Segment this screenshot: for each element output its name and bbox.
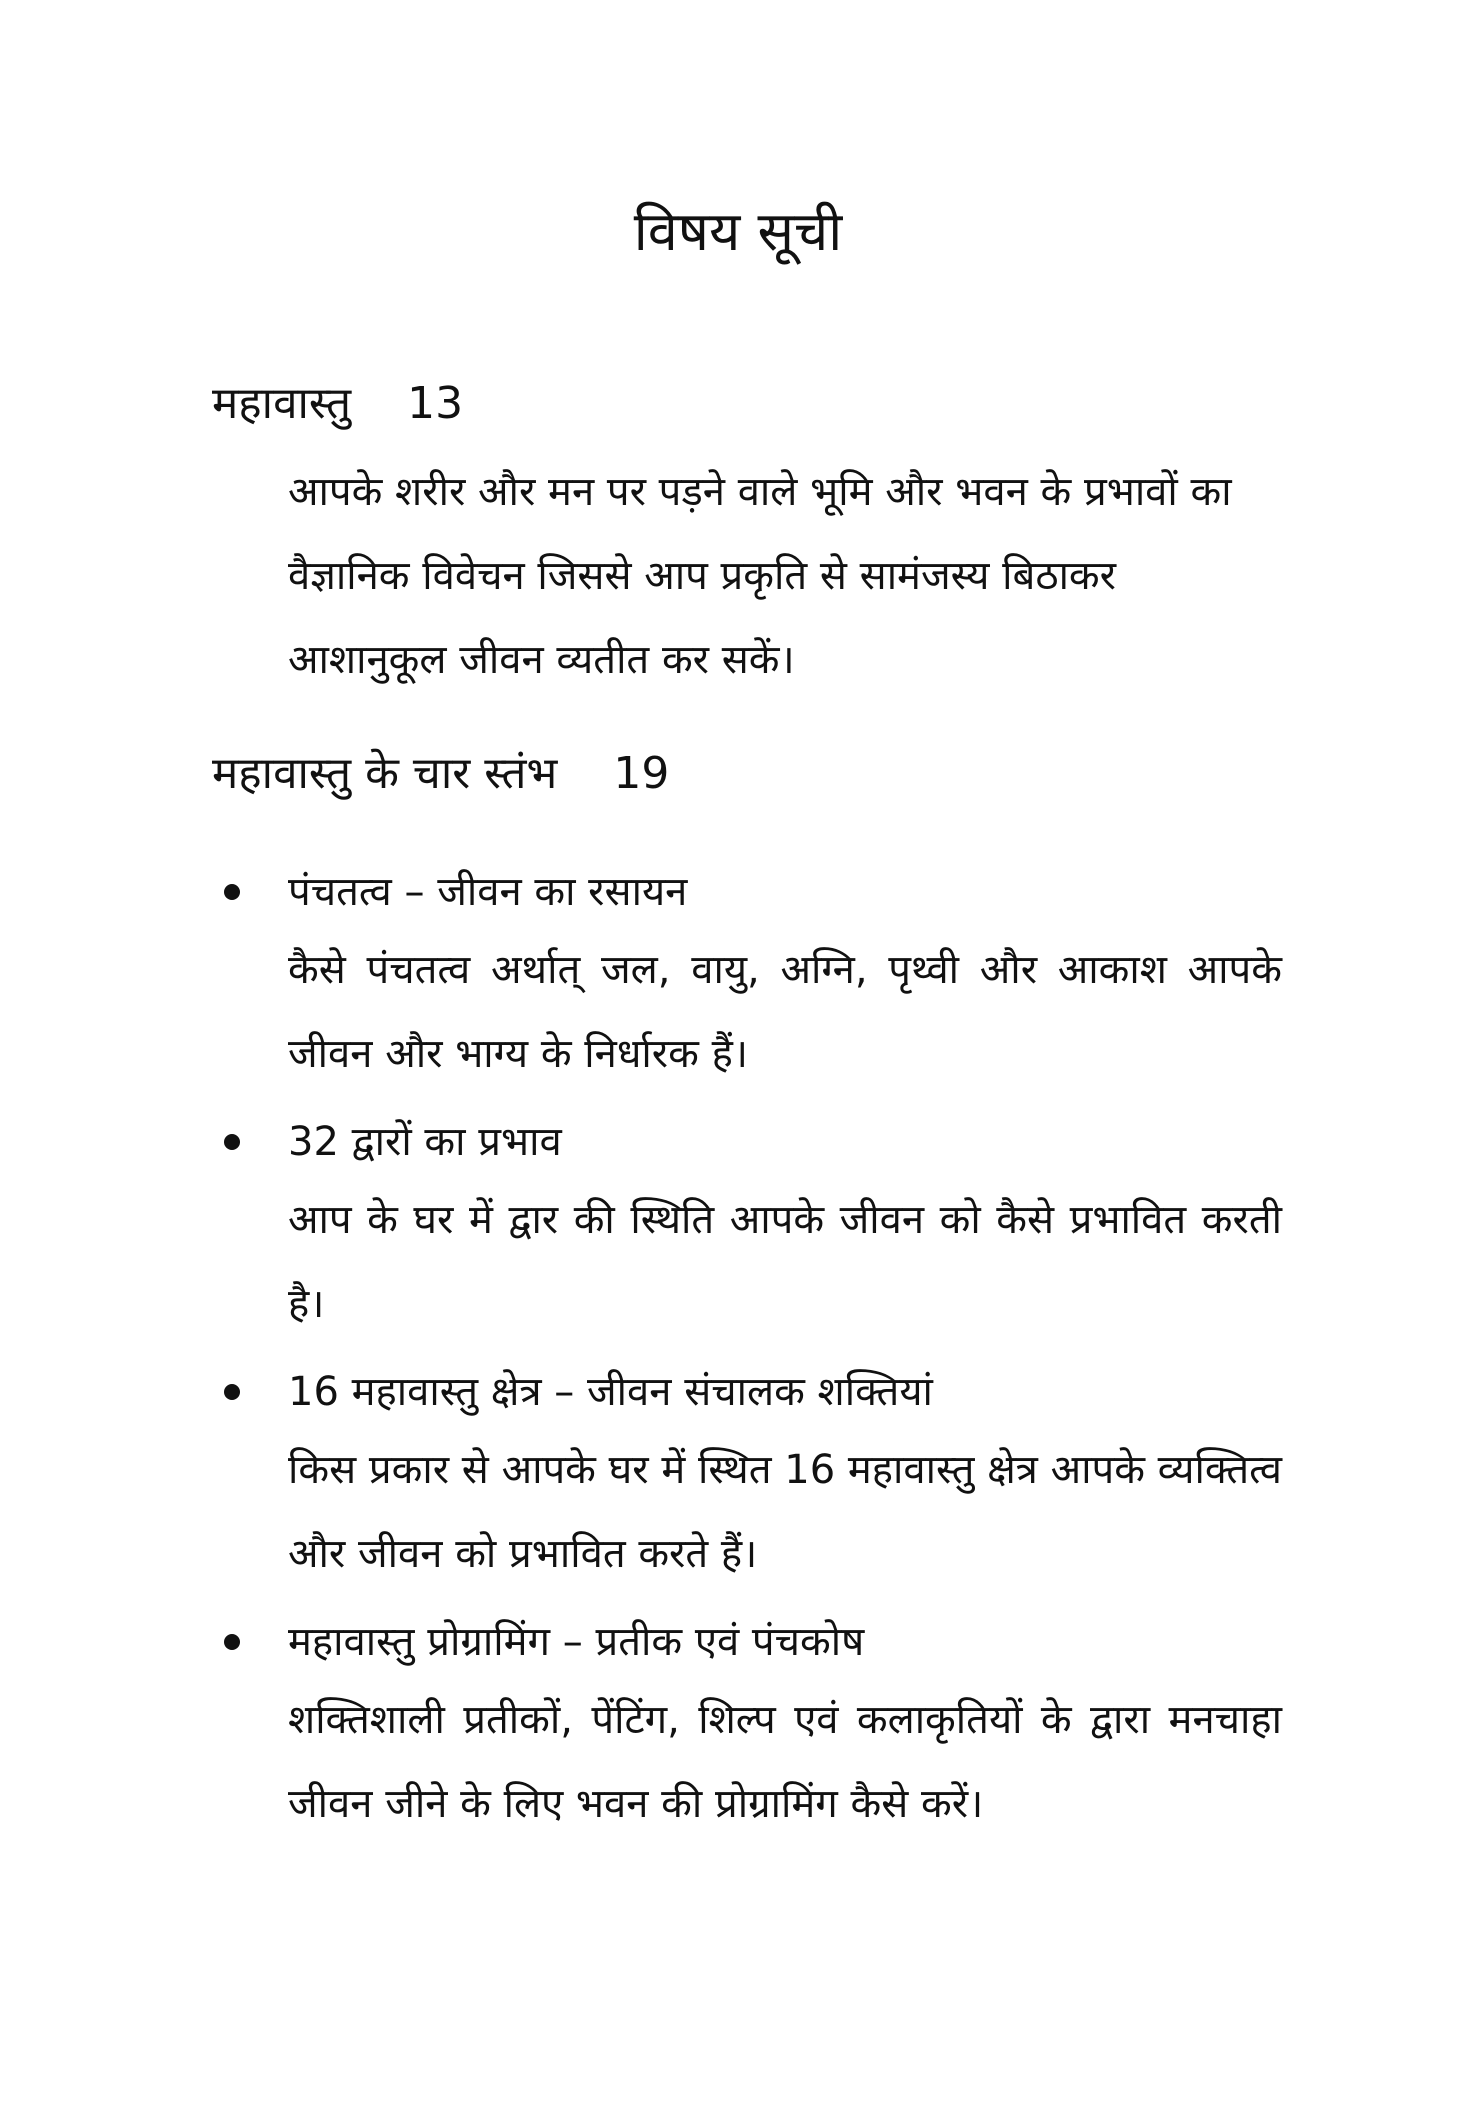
toc-description: आपके शरीर और मन पर पड़ने वाले भूमि और भवन के प्रभावों का वैज्ञानिक विवेचन जिससे आप प्रकृति से सामंजस्य बिठाकर आशानुकूल जीवन व्यतीत कर सकें।	[288, 469, 1232, 683]
list-item	[212, 1362, 1282, 1596]
bullet-description: आप के घर में द्वार की स्थिति आपके जीवन को कैसे प्रभावित करती है।	[288, 1197, 1282, 1327]
list-item	[212, 1112, 1282, 1346]
bullet-description: कैसे पंचतत्व अर्थात् जल, वायु, अग्नि, पृथ्वी और आकाश आपके जीवन और भाग्य के निर्धारक हैं।	[288, 947, 1282, 1077]
bullet-icon	[224, 884, 240, 900]
bullet-title	[212, 862, 1282, 922]
bullet-title-text: 32 द्वारों का प्रभाव	[288, 1119, 562, 1165]
toc-heading-label: महावास्तु	[212, 378, 352, 429]
toc-page-number: 13	[407, 378, 464, 429]
bullet-icon	[224, 1384, 240, 1400]
bullet-title-text: 16 महावास्तु क्षेत्र – जीवन संचालक शक्तियां	[288, 1369, 933, 1415]
bullet-description: किस प्रकार से आपके घर में स्थित 16 महावास्तु क्षेत्र आपके व्यक्तित्व और जीवन को प्रभावित करते हैं।	[288, 1447, 1282, 1577]
toc-heading-mahavastu[interactable]	[212, 374, 463, 434]
bullet-title-text: महावास्तु प्रोग्रामिंग – प्रतीक एवं पंचकोष	[288, 1619, 865, 1665]
bullet-title	[212, 1362, 1282, 1422]
list-item	[212, 862, 1282, 1096]
bullet-description: शक्तिशाली प्रतीकों, पेंटिंग, शिल्प एवं कलाकृतियों के द्वारा मनचाहा जीवन जीने के लिए भवन की प्रोग्रामिंग कैसे करें।	[288, 1697, 1282, 1827]
bullet-title	[212, 1612, 1282, 1672]
bullet-title	[212, 1112, 1282, 1172]
toc-page-number: 19	[613, 748, 670, 799]
bullet-title-text: पंचतत्व – जीवन का रसायन	[288, 869, 688, 915]
toc-heading-char-stambh[interactable]	[212, 744, 669, 804]
bullet-icon	[224, 1634, 240, 1650]
bullet-icon	[224, 1134, 240, 1150]
toc-heading-label: महावास्तु के चार स्तंभ	[212, 748, 558, 799]
page-title: विषय सूची	[633, 200, 843, 263]
list-item	[212, 1612, 1282, 1846]
